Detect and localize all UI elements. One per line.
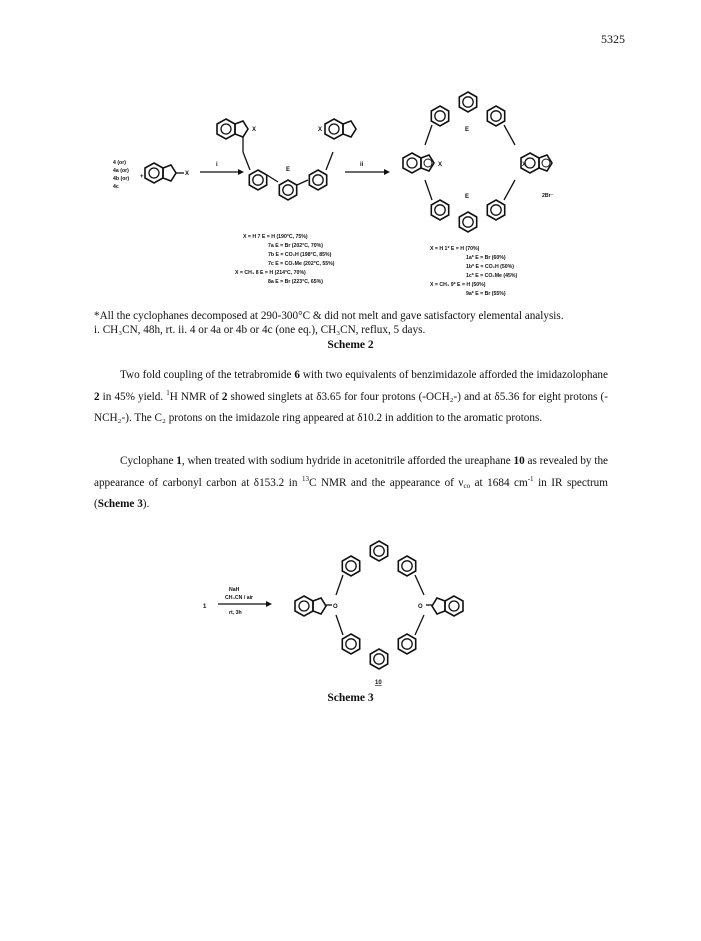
svg-text:1b* E = CO₂H (50%): 1b* E = CO₂H (50%): [466, 264, 514, 270]
benzimidazole-reactant: [145, 163, 189, 183]
svg-text:E: E: [465, 127, 470, 133]
compound-list-7-8: [235, 234, 335, 285]
svg-text:X: X: [318, 127, 323, 133]
counterion: 2Br⁻: [542, 193, 554, 199]
reagent-list: [113, 160, 129, 190]
step-ii-label: ii: [360, 162, 364, 168]
paragraph-ureaphane: Cyclophane 1, when treated with sodium hydride in acetonitrile afforded the ureaphane 10 as revealed by the appearance of carbonyl carbon at δ153.2 in $^{13}$C NMR and the appearance of $\nu_{co}$ at 1684 $cm^{-1}$ in IR spectrum (Scheme 3).: [94, 455, 609, 510]
svg-text:1c* E = CO₂Me (45%): 1c* E = CO₂Me (45%): [466, 273, 518, 279]
svg-text:X = H 1* E = H (70%): X = H 1* E = H (70%): [430, 246, 480, 252]
ureaphane-10: [295, 541, 463, 669]
svg-text:1a* E = Br (60%): 1a* E = Br (60%): [466, 255, 506, 261]
scheme3-caption: Scheme 3: [327, 692, 374, 704]
reagent-4: 4 (or): [113, 160, 126, 166]
step-i-label: i: [216, 162, 218, 168]
svg-text:X: X: [522, 162, 527, 168]
svg-text:9a* E = Br (55%): 9a* E = Br (55%): [466, 291, 506, 297]
svg-text:X = CH₃ 9* E = H (50%): X = CH₃ 9* E = H (50%): [430, 282, 486, 288]
scheme3-reagent-solvent: CH₃CN / air: [225, 595, 254, 601]
reagent-4c: 4c: [113, 184, 119, 190]
svg-text:7a E = Br (202°C, 70%): 7a E = Br (202°C, 70%): [268, 243, 323, 249]
svg-text:E: E: [465, 194, 470, 200]
scheme3-conditions: rt, 3h: [229, 610, 242, 616]
svg-text:8a E = Br (223°C, 65%): 8a E = Br (223°C, 65%): [268, 279, 323, 285]
page-number: 5325: [601, 32, 625, 46]
substituent-x: X: [185, 171, 190, 177]
svg-text:X: X: [252, 127, 257, 133]
reagent-4b: 4b (or): [113, 176, 130, 182]
reagent-4a: 4a (or): [113, 168, 129, 174]
footnote-decomposition: *All the cyclophanes decomposed at 290-300°C & did not melt and gave satisfactory elemental analysis.: [94, 310, 564, 322]
svg-text:E: E: [286, 167, 291, 173]
svg-text:7b E = CO₂H (198°C, 85%): 7b E = CO₂H (198°C, 85%): [268, 252, 332, 258]
cyclophane-product: [403, 92, 554, 232]
product-label-10: 10: [375, 680, 382, 686]
svg-text:O: O: [418, 604, 423, 610]
scheme3-reagent-nah: NaH: [229, 587, 240, 593]
svg-text:7c E = CO₂Me (202°C, 55%): 7c E = CO₂Me (202°C, 55%): [268, 261, 335, 267]
svg-text:X = H 7 E = H (190°C, 75%): X = H 7 E = H (190°C, 75%): [243, 234, 308, 240]
plus-sign: +: [140, 174, 144, 180]
svg-text:X = CH₃ 8 E = H (214°C, 70%): X = CH₃ 8 E = H (214°C, 70%): [235, 270, 306, 276]
bis-benzimidazole-intermediate: [217, 119, 356, 200]
svg-text:X: X: [438, 162, 443, 168]
compound-list-1-9: [430, 246, 517, 297]
footnote-conditions: i. CH₃CN, 48h, rt. ii. 4 or 4a or 4b or 4c (one eq.), CH₃CN, reflux, 5 days.: [94, 324, 426, 336]
paragraph-imidazolophane: Two fold coupling of the tetrabromide 6 with two equivalents of benzimidazole afforded the imidazolophane 2 in 45% yield. $^1$H NMR of 2 showed singlets at δ3.65 for four protons (-OCH₂-) and at δ5.36 for eight protons (-NCH₂-). The C₂ protons on the imidazole ring appeared at δ10.2 in addition to the aromatic protons.: [94, 369, 608, 424]
scheme2-caption: Scheme 2: [327, 339, 374, 351]
scheme3-start-compound: 1: [203, 604, 207, 610]
carbonyl-oxygen: O: [333, 604, 338, 610]
